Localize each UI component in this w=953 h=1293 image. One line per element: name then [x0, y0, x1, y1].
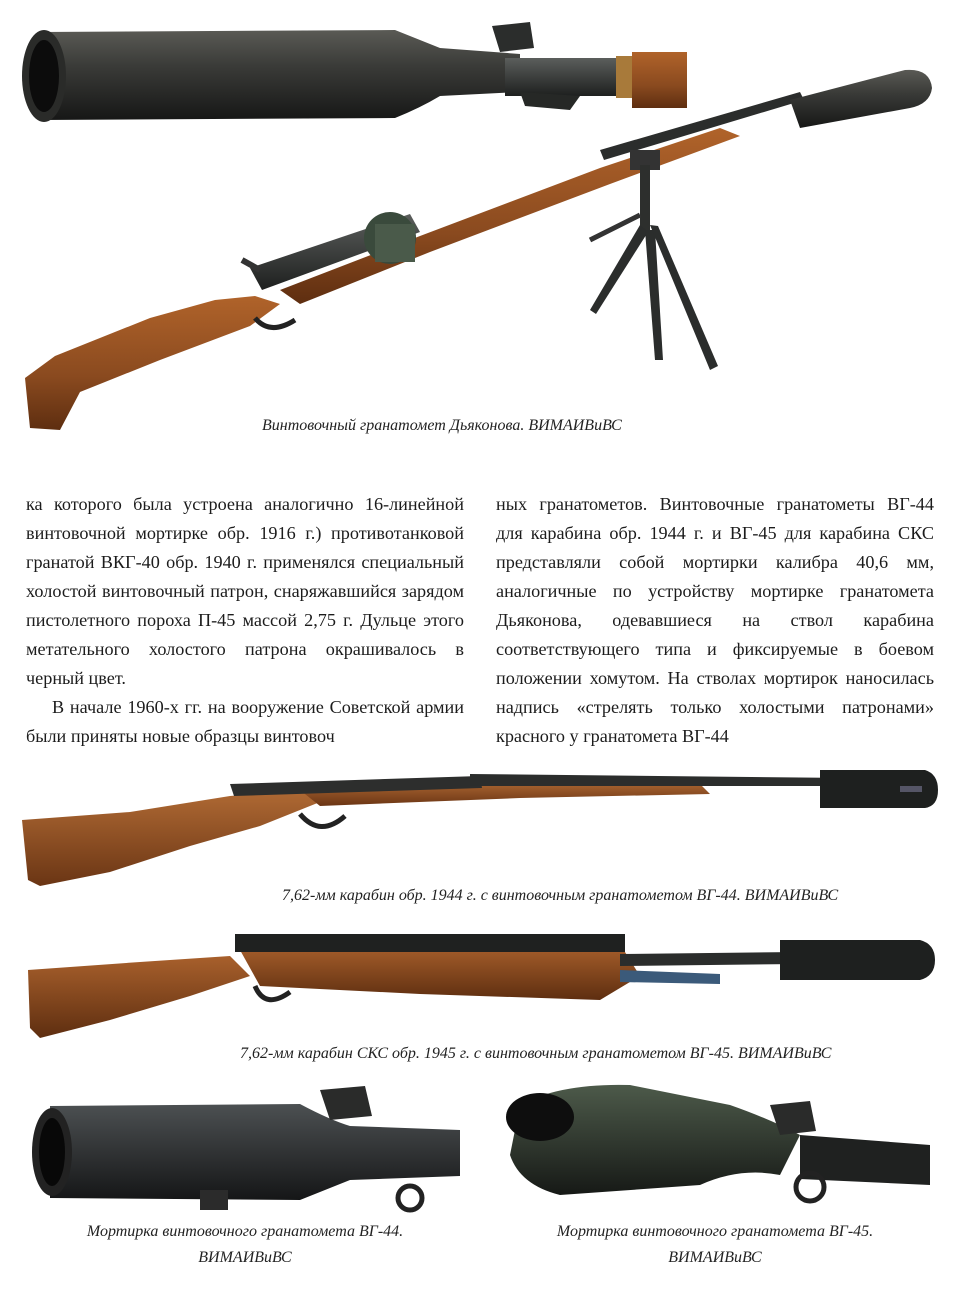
caption-vg44-mortar: [40, 1219, 450, 1271]
caption-line: ВИМАИВиВС: [198, 1249, 292, 1266]
caption-line: Мортирка винтовочного гранатомета ВГ-45.: [556, 1223, 874, 1240]
caption-line: ВИМАИВиВС: [668, 1249, 762, 1266]
dyakonov-launcher-photo: [0, 0, 953, 445]
vg44-carbine-photo: [0, 760, 953, 890]
launcher-cup-closeup: [22, 22, 687, 122]
vg45-mortar-closeup-photo: [480, 1075, 950, 1220]
vg44-mortar-closeup-photo: [0, 1080, 470, 1220]
text-column-right: [496, 490, 934, 751]
text-column-left: [26, 490, 464, 751]
caption-line: Мортирка винтовочного гранатомета ВГ-44.: [86, 1223, 404, 1240]
caption-vg44-carbine: 7,62-мм карабин обр. 1944 г. с винтовочным гранатометом ВГ-44. ВИМАИВиВС: [282, 887, 839, 904]
paragraph: ных гранатометов. Винтовочные гранатометы ВГ-44 для карабина обр. 1944 г. и ВГ-45 для карабина СКС представляли собой мортирки калибра 40,6 мм, аналогичные по устройству мортирке гранатомета Дьяконова, одевавшиеся на ствол карабина соответствующего типа и фиксируемые в боевом положении хомутом. На стволах мортирок наносилась надпись «стрелять только холостыми патронами» красного у гранатомета ВГ-44: [496, 494, 934, 746]
paragraph: ка которого была устроена аналогично 16-линейной винтовочной мортирке обр. 1916 г.) противотанковой гранатой ВКГ-40 обр. 1940 г. применялся специальный холостой винтовочный патрон, снаряжавшийся зарядом пистолетного пороха П-45 массой 2,75 г. Дульце этого метательного холостого патрона окрашивалось в черный цвет.: [26, 494, 464, 688]
caption-vg45-mortar: [510, 1219, 920, 1271]
paragraph: В начале 1960-х гг. на вооружение Советской армии были приняты новые образцы винтовоч: [26, 697, 464, 746]
vg45-sks-photo: [0, 920, 953, 1040]
caption-vg45-sks: 7,62-мм карабин СКС обр. 1945 г. с винтовочным гранатометом ВГ-45. ВИМАИВиВС: [240, 1045, 832, 1062]
caption-dyakonov: Винтовочный гранатомет Дьяконова. ВИМАИВиВС: [262, 417, 622, 434]
dyakonov-rifle: [25, 70, 932, 430]
